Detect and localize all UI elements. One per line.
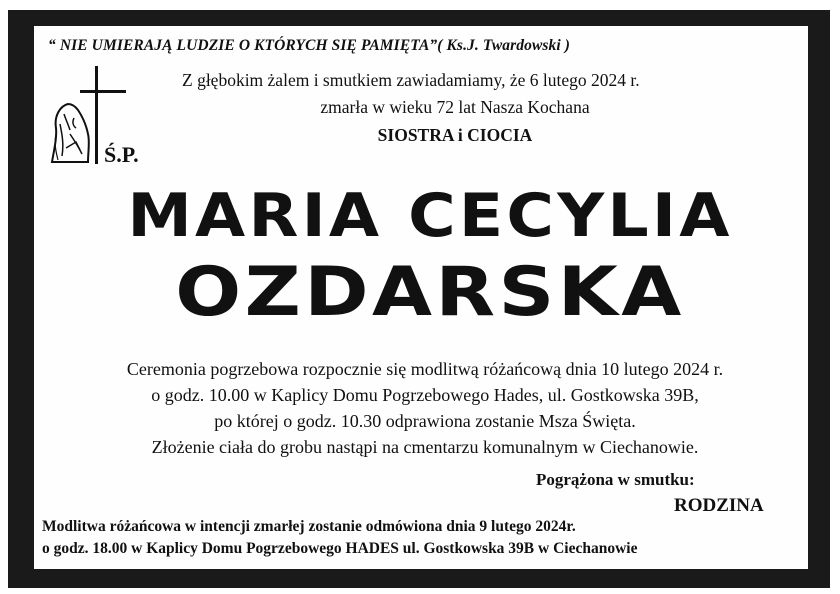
memorial-quote: “ NIE UMIERAJĄ LUDZIE O KTÓRYCH SIĘ PAMIĘTA”( Ks.J. Twardowski ) xyxy=(48,37,571,54)
ceremony-line-4: Złożenie ciała do grobu nastąpi na cmentarzu komunalnym w Ciechanowie. xyxy=(151,437,699,457)
relation-title: SIOSTRA i CIOCIA xyxy=(377,125,533,145)
family-signature: RODZINA xyxy=(674,495,764,516)
footer-line-1: Modlitwa różańcowa w intencji zmarłej zostanie odmówiona dnia 9 lutego 2024r. xyxy=(42,518,576,535)
deceased-first-names: MARIA CECYLIA xyxy=(127,181,733,251)
announcement-line-1: Z głębokim żalem i smutkiem zawiadamiamy, że 6 lutego 2024 r. xyxy=(182,70,640,90)
footer-line-2: o godz. 18.00 w Kaplicy Domu Pogrzebowego HADES ul. Gostkowska 39B w Ciechanowie xyxy=(42,540,638,557)
announcement-line-2: zmarła w wieku 72 lat Nasza Kochana xyxy=(320,97,590,117)
deceased-surname: OZDARSKA xyxy=(175,253,685,332)
ceremony-line-3: po której o godz. 10.30 odprawiona zostanie Msza Święta. xyxy=(214,411,636,431)
sp-label: Ś.P. xyxy=(104,142,139,167)
mourning-label: Pogrążona w smutku: xyxy=(536,470,695,489)
ceremony-line-2: o godz. 10.00 w Kaplicy Domu Pogrzebowego Hades, ul. Gostkowska 39B, xyxy=(151,385,699,405)
ceremony-line-1: Ceremonia pogrzebowa rozpocznie się modlitwą różańcową dnia 10 lutego 2024 r. xyxy=(126,359,724,379)
